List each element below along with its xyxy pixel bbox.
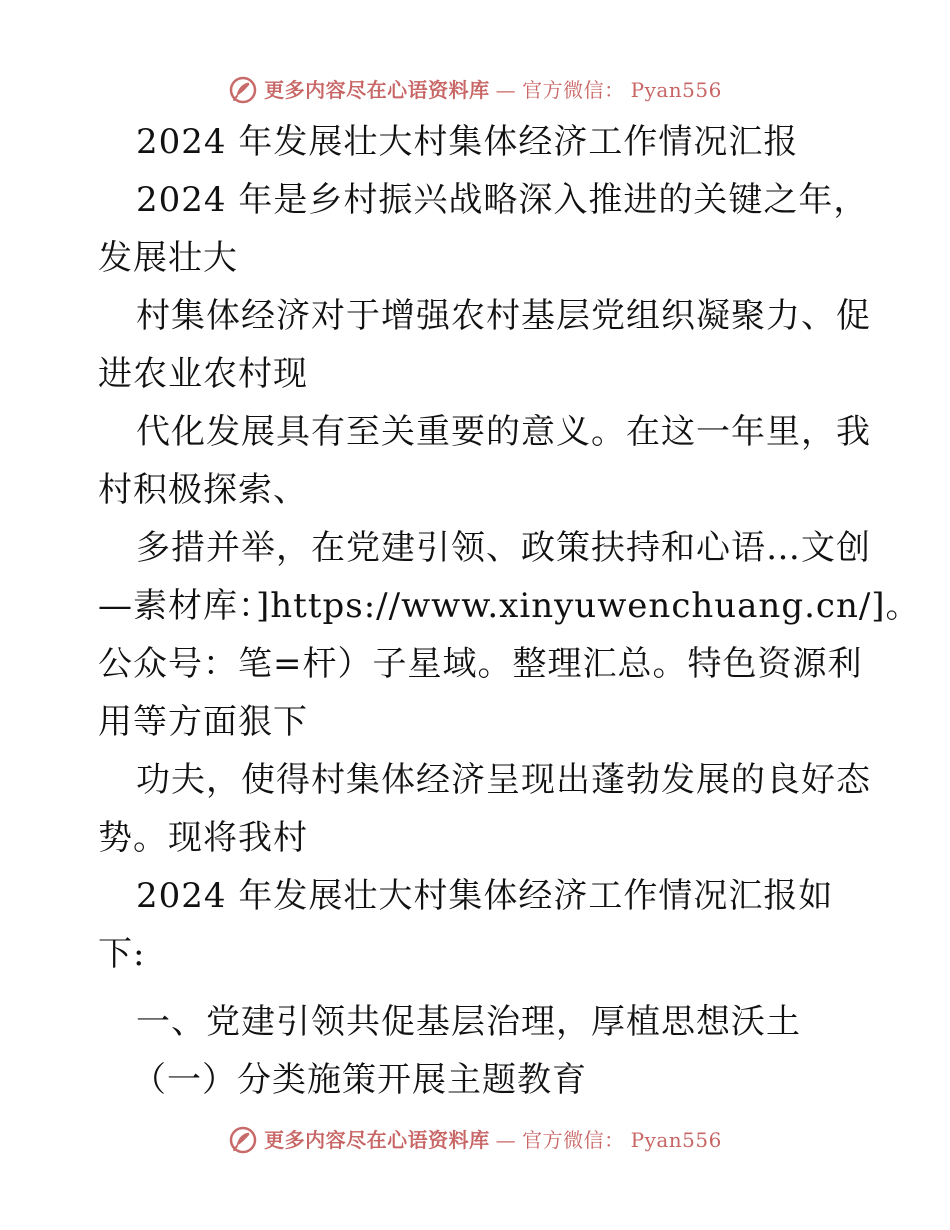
watermark-separator: — (495, 1128, 517, 1152)
watermark-header (0, 70, 950, 110)
watermark-main-text: 更多内容尽在心语资料库 (264, 78, 490, 102)
document-line: 发展壮大 (98, 238, 238, 278)
feather-pen-icon (228, 1125, 258, 1155)
document-line: 村集体经济对于增强农村基层党组织凝聚力、促 (136, 296, 871, 336)
document-page (98, 120, 921, 1100)
document-line: 村积极探索、 (98, 470, 308, 510)
watermark-wechat-id: Pyan556 (630, 1128, 722, 1152)
watermark-wechat-id: Pyan556 (630, 78, 722, 102)
document-line: 进农业农村现 (98, 354, 308, 394)
watermark-main-text: 更多内容尽在心语资料库 (264, 1128, 490, 1152)
document-line: 代化发展具有至关重要的意义。在这一年里，我 (136, 412, 871, 452)
document-line: 下: (98, 934, 146, 974)
document-line: 用等方面狠下 (98, 702, 308, 742)
document-line: 公众号：笔=杆）子星域。整理汇总。特色资源利 (98, 644, 863, 684)
feather-pen-icon (228, 75, 258, 105)
watermark-wechat-label: 官方微信： (522, 78, 625, 102)
section-heading: 一、党建引领共促基层治理，厚植思想沃土 (136, 1002, 801, 1042)
watermark-separator: — (495, 78, 517, 102)
watermark-footer (0, 1120, 950, 1160)
document-line: —素材库：]https://www.xinyuwenchuang.cn/]。 (98, 586, 921, 626)
document-line: 2024 年是乡村振兴战略深入推进的关键之年， (136, 180, 869, 220)
watermark-wechat-label: 官方微信： (522, 1128, 625, 1152)
document-line: 势。现将我村 (98, 818, 308, 858)
subsection-heading: （一）分类施策开展主题教育 (132, 1060, 587, 1100)
document-line: 多措并举，在党建引领、政策扶持和心语…文创 (136, 528, 871, 568)
document-title: 2024 年发展壮大村集体经济工作情况汇报 (136, 122, 799, 162)
document-line: 2024 年发展壮大村集体经济工作情况汇报如 (136, 876, 834, 916)
document-line: 功夫，使得村集体经济呈现出蓬勃发展的良好态 (136, 760, 871, 800)
